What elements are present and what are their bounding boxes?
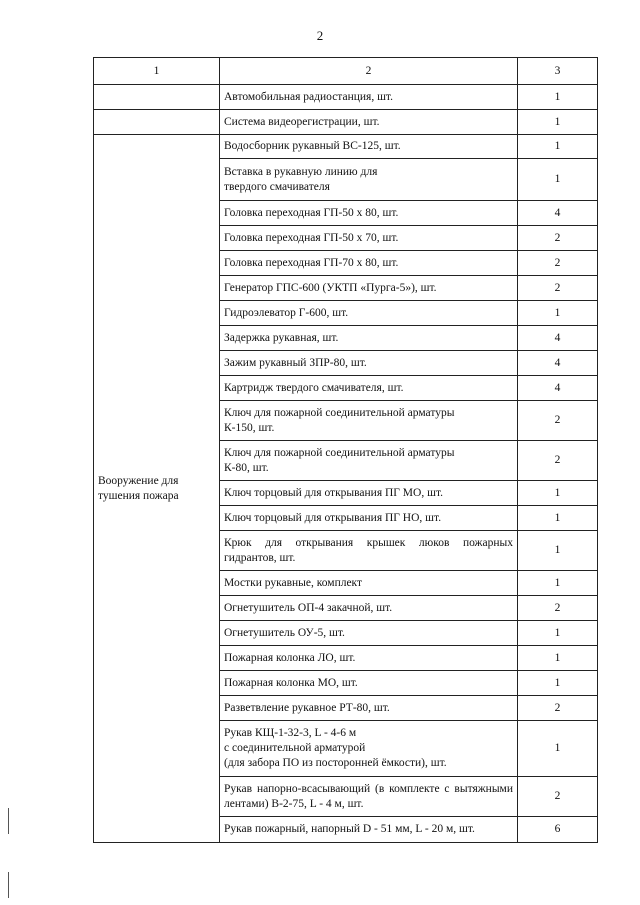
item-qty: 1 — [518, 721, 598, 777]
margin-mark — [8, 872, 9, 898]
item-qty: 1 — [518, 506, 598, 531]
category-cell: Вооружение для тушения пожара — [94, 135, 220, 843]
item-name: Рукав напорно-всасывающий (в комплекте с вытяжными лентами) В-2-75, L - 4 м, шт. — [220, 777, 518, 817]
item-name: Огнетушитель ОП-4 закачной, шт. — [220, 596, 518, 621]
item-qty: 2 — [518, 276, 598, 301]
item-qty: 4 — [518, 376, 598, 401]
item-name: Огнетушитель ОУ-5, шт. — [220, 621, 518, 646]
item-qty: 2 — [518, 226, 598, 251]
item-qty: 1 — [518, 301, 598, 326]
item-name: Мостки рукавные, комплект — [220, 571, 518, 596]
item-qty: 1 — [518, 621, 598, 646]
item-qty: 2 — [518, 696, 598, 721]
table-row — [94, 135, 598, 159]
item-name: Автомобильная радиостанция, шт. — [220, 85, 518, 110]
item-name: Система видеорегистрации, шт. — [220, 110, 518, 135]
item-name: Генератор ГПС-600 (УКТП «Пурга-5»), шт. — [220, 276, 518, 301]
item-qty: 4 — [518, 201, 598, 226]
item-qty: 1 — [518, 646, 598, 671]
item-name: Ключ для пожарной соединительной арматуры К-150, шт. — [220, 401, 518, 441]
item-name: Головка переходная ГП-50 х 80, шт. — [220, 201, 518, 226]
item-qty: 1 — [518, 571, 598, 596]
item-qty: 1 — [518, 85, 598, 110]
page-number: 2 — [316, 28, 324, 43]
item-qty: 1 — [518, 531, 598, 571]
empty-category-cell — [94, 110, 220, 135]
item-name: Ключ торцовый для открывания ПГ НО, шт. — [220, 506, 518, 531]
item-qty: 1 — [518, 481, 598, 506]
item-qty: 2 — [518, 777, 598, 817]
item-qty: 2 — [518, 596, 598, 621]
column-header-3: 3 — [518, 58, 598, 85]
table-header-row — [94, 58, 598, 85]
item-name: Пожарная колонка МО, шт. — [220, 671, 518, 696]
column-header-1: 1 — [94, 58, 220, 85]
item-qty: 1 — [518, 159, 598, 201]
empty-category-cell — [94, 85, 220, 110]
item-name: Рукав КЩ-1-32-3, L - 4-6 м с соединительной арматурой (для забора ПО из посторонней ёмкости), шт. — [220, 721, 518, 777]
item-name: Картридж твердого смачивателя, шт. — [220, 376, 518, 401]
item-qty: 1 — [518, 135, 598, 159]
item-qty: 2 — [518, 251, 598, 276]
table-row — [94, 110, 598, 135]
item-name: Зажим рукавный ЗПР-80, шт. — [220, 351, 518, 376]
item-qty: 6 — [518, 817, 598, 843]
equipment-table — [93, 57, 598, 843]
item-name: Задержка рукавная, шт. — [220, 326, 518, 351]
item-name: Ключ для пожарной соединительной арматуры К-80, шт. — [220, 441, 518, 481]
item-name: Водосборник рукавный ВС-125, шт. — [220, 135, 518, 159]
margin-mark — [8, 808, 9, 834]
item-name: Гидроэлеватор Г-600, шт. — [220, 301, 518, 326]
item-name: Рукав пожарный, напорный D - 51 мм, L - 20 м, шт. — [220, 817, 518, 843]
item-qty: 4 — [518, 326, 598, 351]
item-name: Головка переходная ГП-50 х 70, шт. — [220, 226, 518, 251]
item-name: Разветвление рукавное РТ-80, шт. — [220, 696, 518, 721]
column-header-2: 2 — [220, 58, 518, 85]
item-qty: 1 — [518, 671, 598, 696]
table-row — [94, 85, 598, 110]
item-name: Вставка в рукавную линию для твердого смачивателя — [220, 159, 518, 201]
item-qty: 2 — [518, 441, 598, 481]
item-name: Головка переходная ГП-70 х 80, шт. — [220, 251, 518, 276]
item-qty: 1 — [518, 110, 598, 135]
item-name: Крюк для открывания крышек люков пожарных гидрантов, шт. — [220, 531, 518, 571]
item-qty: 2 — [518, 401, 598, 441]
item-name: Пожарная колонка ЛО, шт. — [220, 646, 518, 671]
item-qty: 4 — [518, 351, 598, 376]
item-name: Ключ торцовый для открывания ПГ МО, шт. — [220, 481, 518, 506]
